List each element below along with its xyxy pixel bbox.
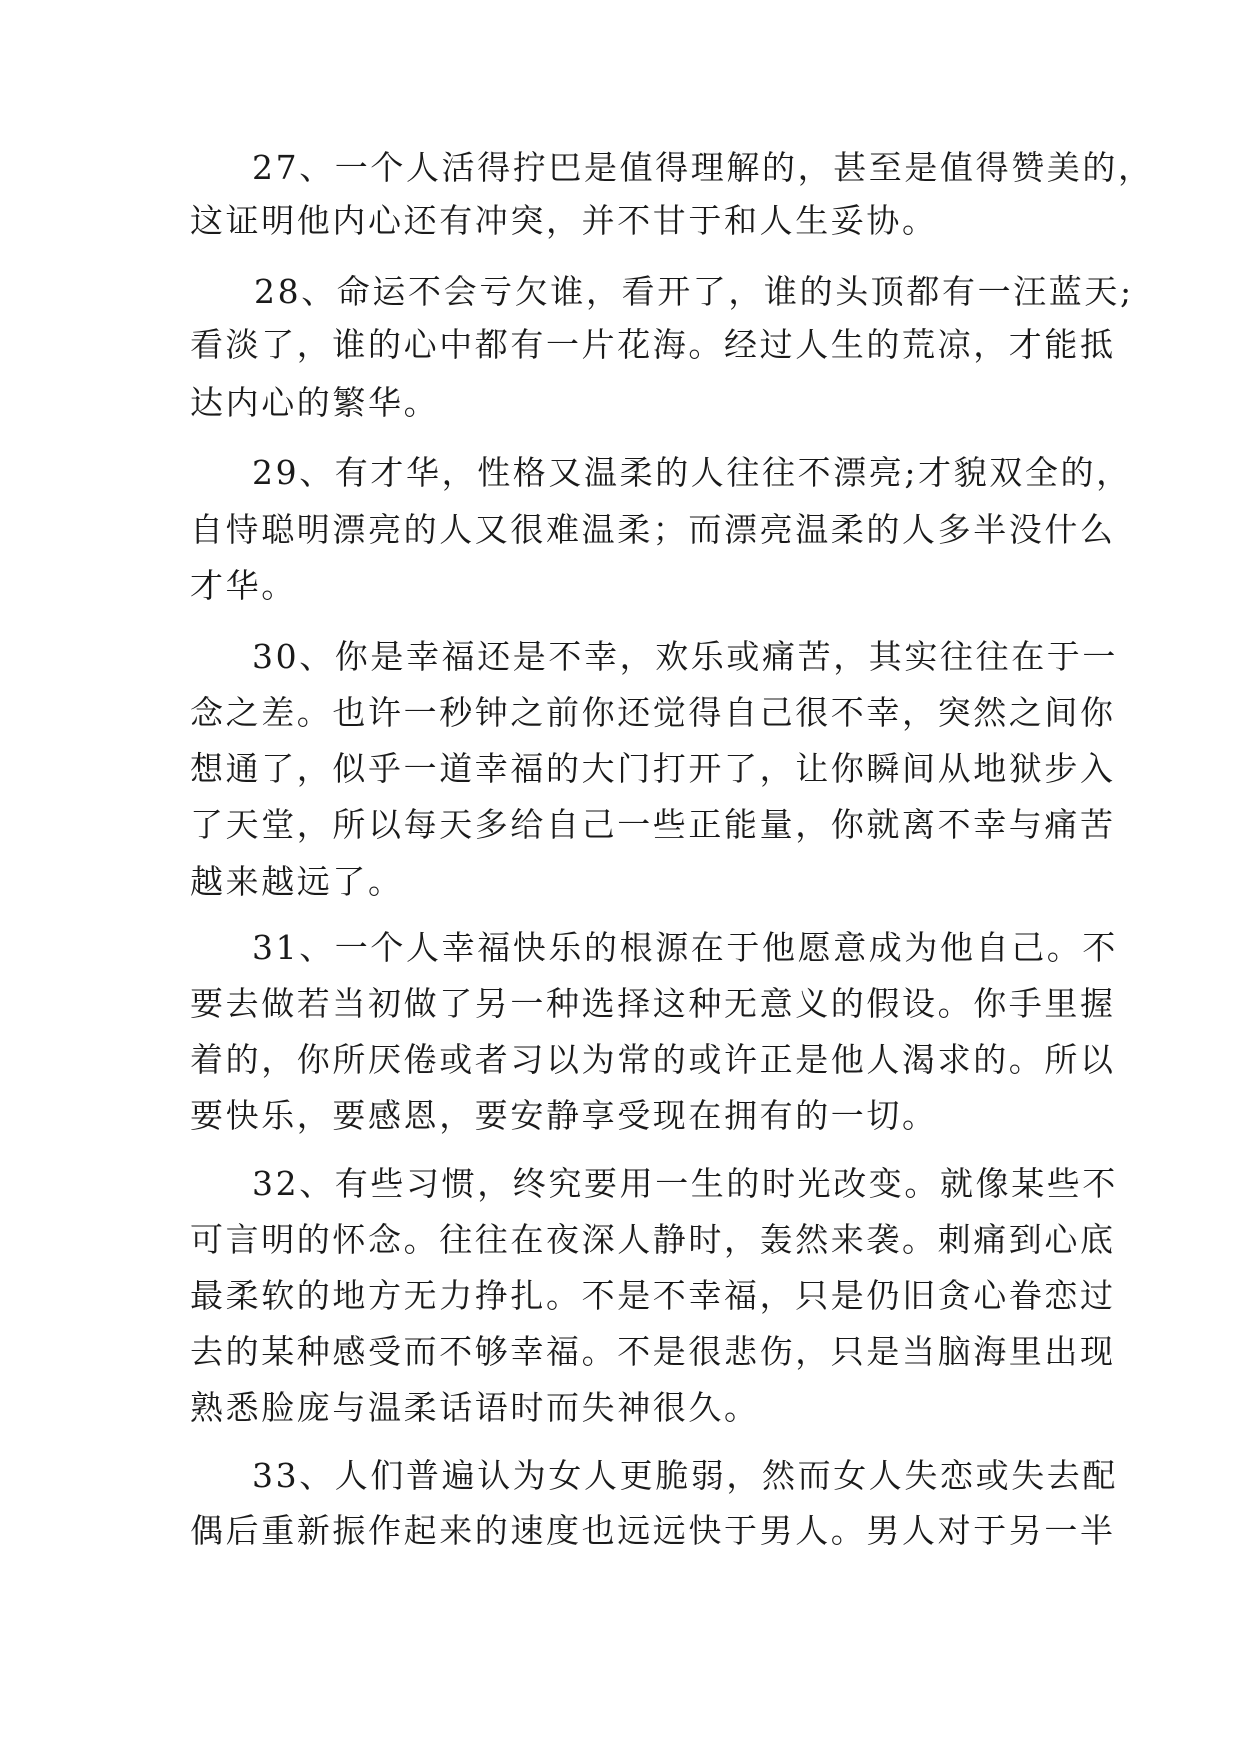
paragraph-line: 要快乐，要感恩，要安静享受现在拥有的一切。	[190, 1096, 938, 1135]
paragraph-line: 了天堂，所以每天多给自己一些正能量，你就离不幸与痛苦	[190, 805, 1116, 844]
paragraph-line: 31、一个人幸福快乐的根源在于他愿意成为他自己。不	[252, 928, 1118, 967]
paragraph-line: 熟悉脸庞与温柔话语时而失神很久。	[190, 1388, 760, 1427]
paragraph-line: 看淡了，谁的心中都有一片花海。经过人生的荒凉，才能抵	[190, 325, 1116, 364]
paragraph-line: 这证明他内心还有冲突，并不甘于和人生妥协。	[190, 201, 938, 240]
paragraph-line: 才华。	[190, 566, 297, 605]
paragraph-line: 想通了，似乎一道幸福的大门打开了，让你瞬间从地狱步入	[190, 749, 1116, 788]
paragraph-line: 念之差。也许一秒钟之前你还觉得自己很不幸，突然之间你	[190, 693, 1116, 732]
paragraph-line: 30、你是幸福还是不幸，欢乐或痛苦，其实往往在于一	[252, 637, 1118, 676]
paragraph-line: 28、命运不会亏欠谁，看开了，谁的头顶都有一汪蓝天;	[254, 272, 1134, 311]
paragraph-line: 可言明的怀念。往往在夜深人静时，轰然来袭。刺痛到心底	[190, 1220, 1116, 1259]
paragraph-line: 达内心的繁华。	[190, 383, 440, 422]
paragraph-line: 33、人们普遍认为女人更脆弱，然而女人失恋或失去配	[252, 1456, 1118, 1495]
paragraph-line: 去的某种感受而不够幸福。不是很悲伤，只是当脑海里出现	[190, 1332, 1116, 1371]
paragraph-line: 越来越远了。	[190, 862, 404, 901]
paragraph-line: 27、一个人活得拧巴是值得理解的，甚至是值得赞美的，	[252, 148, 1154, 187]
paragraph-line: 偶后重新振作起来的速度也远远快于男人。男人对于另一半	[190, 1511, 1116, 1550]
paragraph-line: 要去做若当初做了另一种选择这种无意义的假设。你手里握	[190, 984, 1116, 1023]
paragraph-line: 最柔软的地方无力挣扎。不是不幸福，只是仍旧贪心眷恋过	[190, 1276, 1116, 1315]
paragraph-line: 自恃聪明漂亮的人又很难温柔；而漂亮温柔的人多半没什么	[190, 510, 1116, 549]
paragraph-line: 着的，你所厌倦或者习以为常的或许正是他人渴求的。所以	[190, 1040, 1116, 1079]
paragraph-line: 32、有些习惯，终究要用一生的时光改变。就像某些不	[252, 1164, 1118, 1203]
paragraph-line: 29、有才华，性格又温柔的人往往不漂亮;才貌双全的，	[252, 453, 1132, 492]
